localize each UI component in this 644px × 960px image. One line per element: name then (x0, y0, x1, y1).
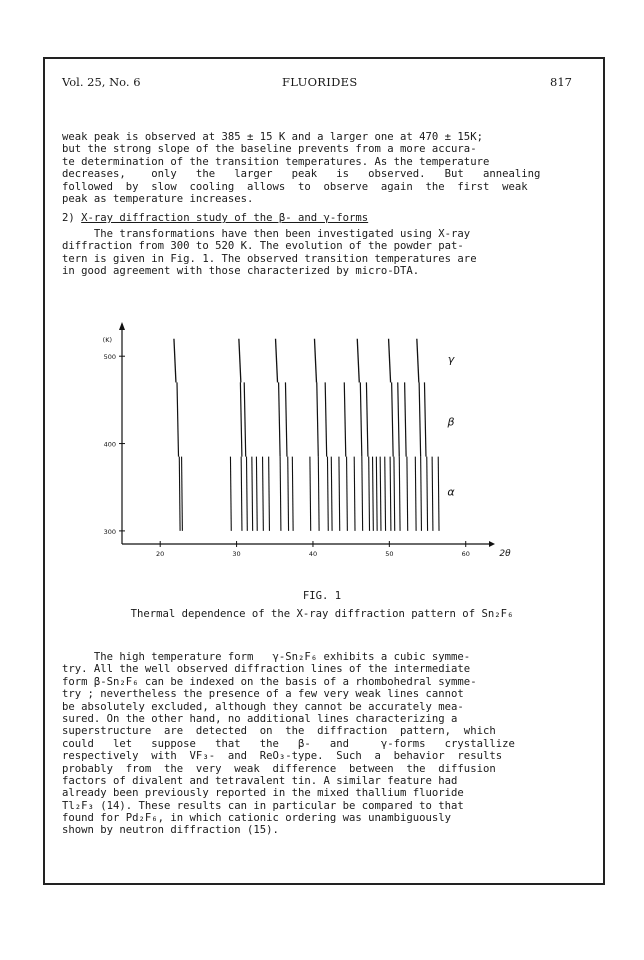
diffraction-pattern-chart (86, 322, 526, 572)
alpha-line (256, 457, 257, 531)
alpha-line (438, 457, 439, 531)
text-line: in good agreement with those characterized by micro-DTA. (62, 265, 420, 278)
gamma-line (174, 339, 176, 383)
alpha-line (373, 457, 374, 531)
alpha-line (280, 457, 281, 531)
page-number: 817 (550, 75, 572, 89)
alpha-line (421, 457, 422, 531)
alpha-line (394, 457, 395, 531)
phase-label-beta: β (447, 415, 455, 429)
y-tick-label: 300 (103, 527, 116, 536)
y-tick-label: 400 (103, 440, 116, 449)
alpha-line (347, 457, 348, 531)
alpha-line (327, 457, 328, 531)
alpha-line (385, 457, 386, 531)
section-number: 2) (62, 212, 82, 224)
phase-label-gamma: γ (447, 352, 455, 366)
alpha-line (390, 457, 391, 531)
beta-line (405, 382, 407, 456)
alpha-line (263, 457, 264, 531)
beta-line (177, 382, 179, 456)
alpha-line (318, 457, 319, 531)
text-line: Tl₂F₃ (14). These results can in particular be compared to that (62, 799, 464, 812)
gamma-line (239, 339, 241, 383)
alpha-line (399, 457, 400, 531)
text-line: diffraction from 300 to 520 K. The evolution of the powder pat- (62, 240, 464, 253)
text-line: The transformations have then been investigated using X-ray (62, 228, 471, 240)
text-line: peak as temperature increases. (62, 192, 254, 205)
beta-line (325, 382, 327, 456)
alpha-line (380, 457, 381, 531)
beta-line (344, 382, 346, 456)
text-line: followed by slow cooling allows to observe again the first weak (62, 180, 528, 193)
alpha-line (310, 457, 311, 531)
gamma-line (314, 339, 316, 383)
alpha-line (415, 457, 416, 531)
x-tick-label: 40 (308, 550, 318, 558)
text-line: already been previously reported in the mixed thallium fluoride (62, 787, 464, 800)
gamma-line (357, 339, 359, 383)
alpha-line (179, 457, 180, 531)
text-line: weak peak is observed at 385 ± 15 K and a larger one at 470 ± 15K; (62, 131, 483, 143)
y-axis-label: (K) (102, 336, 112, 344)
gamma-line (389, 339, 391, 383)
text-line: but the strong slope of the baseline prevents from a more accura- (62, 143, 477, 156)
alpha-line (288, 457, 289, 531)
text-line: try ; nevertheless the presence of a few very weak lines cannot (62, 688, 464, 701)
alpha-line (369, 457, 370, 531)
x-tick-label: 20 (156, 550, 165, 558)
x-axis-arrow (489, 541, 495, 547)
beta-line (366, 382, 368, 456)
x-tick-label: 60 (461, 550, 470, 558)
text-line: te determination of the transition temperatures. As the temperature (62, 155, 490, 168)
x-tick-label: 30 (232, 550, 241, 558)
alpha-line (331, 457, 332, 531)
alpha-line (252, 457, 253, 531)
paragraph-xray-intro (62, 228, 572, 278)
running-header (62, 75, 572, 93)
y-axis-arrow (119, 322, 125, 330)
beta-line (279, 382, 281, 456)
figure-caption: Thermal dependence of the X-ray diffraction pattern of Sn₂F₆ (130, 608, 514, 620)
beta-line (398, 382, 400, 456)
beta-line (285, 382, 287, 456)
paragraph-discussion (62, 651, 572, 837)
alpha-line (427, 457, 428, 531)
alpha-line (376, 457, 377, 531)
alpha-line (407, 457, 408, 531)
text-line: respectively with VF₃- and ReO₃-type. Such a behavior results (62, 750, 503, 763)
text-line: decreases, only the larger peak is observed. But annealing (62, 168, 541, 181)
volume-issue: Vol. 25, No. 6 (62, 75, 141, 89)
beta-line (424, 382, 426, 456)
text-line: tern is given in Fig. 1. The observed transition temperatures are (62, 252, 477, 265)
x-tick-label: 50 (385, 550, 394, 558)
text-line: try. All the well observed diffraction lines of the intermediate (62, 663, 471, 676)
text-line: be absolutely excluded, although they cannot be accurately mea- (62, 700, 464, 713)
figure-label: FIG. 1 (302, 590, 342, 602)
journal-title: FLUORIDES (282, 75, 358, 89)
beta-line (317, 382, 319, 456)
text-line: probably from the very weak difference between the diffusion (62, 762, 496, 775)
beta-line (392, 382, 394, 456)
alpha-line (362, 457, 363, 531)
y-tick-label: 500 (103, 353, 116, 362)
phase-label-alpha: α (447, 485, 455, 499)
alpha-line (269, 457, 270, 531)
alpha-line (292, 457, 293, 531)
text-line: sured. On the other hand, no additional lines characterizing a (62, 712, 458, 725)
alpha-line (432, 457, 433, 531)
section-title: X-ray diffraction study of the β- and γ-forms (81, 212, 369, 224)
alpha-line (182, 457, 183, 531)
beta-line (240, 382, 242, 456)
alpha-line (247, 457, 248, 531)
text-line: found for Pd₂F₆, in which cationic ordering was unambiguously (62, 812, 452, 825)
beta-line (244, 382, 246, 456)
paragraph-dta-results (62, 131, 572, 205)
beta-line (419, 382, 421, 456)
text-line: form β-Sn₂F₆ can be indexed on the basis of a rhombohedral symme- (62, 675, 477, 688)
x-axis-label: 2θ (499, 549, 511, 559)
section-heading (62, 212, 368, 224)
beta-line (360, 382, 362, 456)
gamma-line (417, 339, 419, 383)
gamma-line (276, 339, 278, 383)
text-line: shown by neutron diffraction (15). (62, 824, 279, 837)
text-line: could let suppose that the β- and γ-forms crystallize (62, 737, 515, 750)
alpha-line (241, 457, 242, 531)
text-line: The high temperature form γ-Sn₂F₆ exhibits a cubic symme- (62, 651, 471, 663)
text-line: superstructure are detected on the diffraction pattern, which (62, 725, 496, 738)
alpha-line (354, 457, 355, 531)
alpha-line (339, 457, 340, 531)
alpha-line (230, 457, 231, 531)
text-line: factors of divalent and tetravalent tin. A similar feature had (62, 774, 458, 787)
